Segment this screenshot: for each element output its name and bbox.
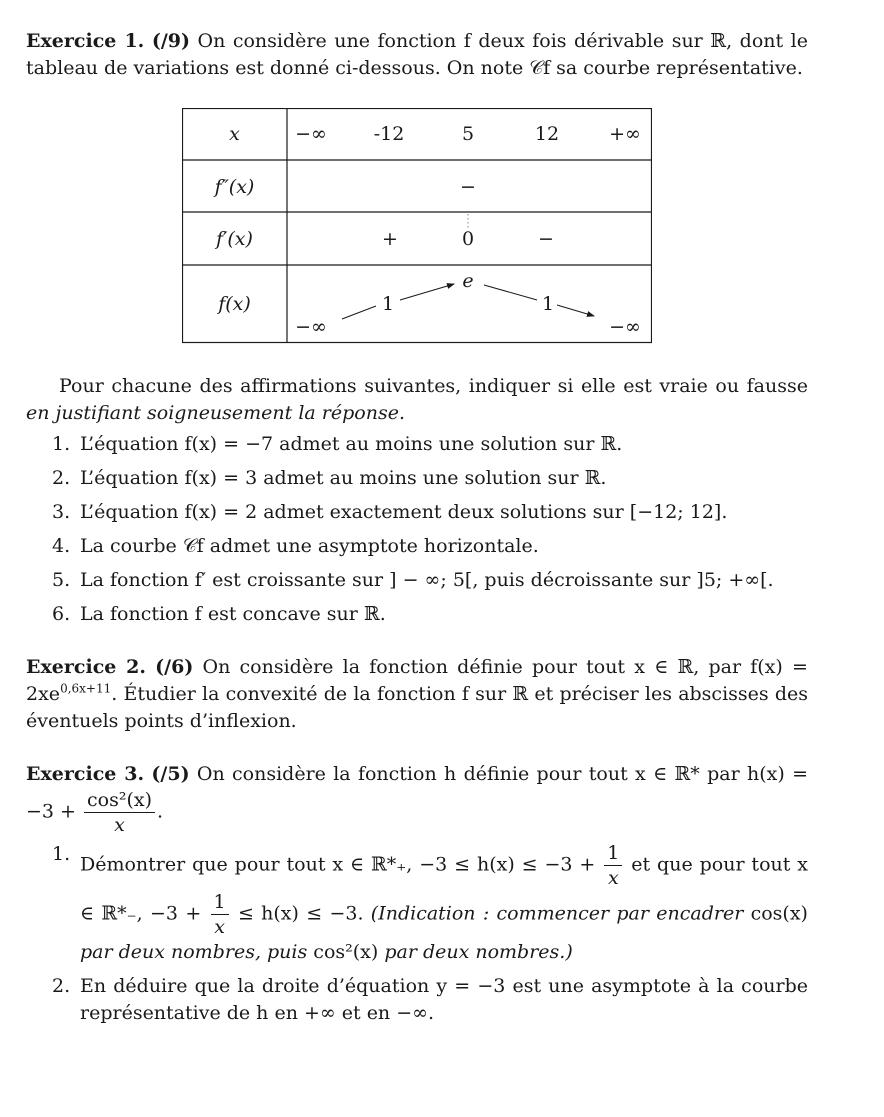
row-label-x: x — [229, 123, 240, 145]
list-item — [26, 567, 808, 594]
f-value-at-minus-12: 1 — [381, 293, 395, 315]
f-left-limit: −∞ — [295, 316, 327, 338]
list-item — [26, 499, 808, 526]
item-number: 4. — [52, 535, 71, 557]
list-item — [26, 431, 808, 458]
exercise-2-points: (/6) — [155, 656, 194, 678]
x-value-minus-infinity: −∞ — [295, 123, 327, 145]
fraction-numerator: 1 — [604, 841, 622, 866]
x-value-5: 5 — [461, 123, 475, 145]
fp-zero: 0 — [461, 228, 475, 250]
row-label-fpp: f″(x) — [214, 176, 255, 198]
item-number: 1. — [52, 433, 71, 455]
exercise-3-questions — [26, 841, 808, 1027]
fp-left-sign: + — [382, 228, 398, 250]
q1-fraction-b — [211, 890, 229, 939]
item-text: La fonction f′ est croissante sur ] − ∞; 5[, puis décroissante sur ]5; +∞[. — [80, 569, 774, 591]
document-page — [26, 28, 808, 1034]
f-decreasing-arrow-right — [557, 305, 594, 316]
fraction-numerator: 1 — [211, 890, 229, 915]
h-definition-prefix: −3 + — [26, 800, 76, 823]
q1-part-b: et que pour tout x ∈ ℝ*₋, −3 + — [80, 853, 809, 925]
item-text: L’équation f(x) = 3 admet au moins une solution sur ℝ. — [80, 467, 607, 489]
row-label-f: f(x) — [218, 293, 251, 315]
item-number: 5. — [52, 569, 71, 591]
x-value-plus-infinity: +∞ — [609, 123, 641, 145]
f-increasing-arrow-left — [342, 306, 376, 319]
item-text: L’équation f(x) = 2 admet exactement deux solutions sur [−12; 12]. — [80, 501, 728, 523]
item-number: 1. — [52, 843, 71, 865]
f-increasing-arrow-right — [400, 284, 454, 300]
exercise-1-statement: On considère une fonction f deux fois dérivable sur ℝ, dont le tableau de variations est donné ci-dessous. On note 𝒞f sa courbe représentative. — [26, 30, 808, 79]
q1-fraction-a — [604, 841, 622, 890]
item-number: 2. — [52, 467, 71, 489]
list-item — [26, 533, 808, 560]
f-value-at-5: e — [462, 270, 474, 292]
fraction-denominator: x — [114, 814, 125, 836]
q1-part-a: Démontrer que pour tout x ∈ ℝ*₊, −3 ≤ h(x) ≤ −3 + — [80, 853, 596, 876]
q2-text: En déduire que la droite d’équation y = −3 est une asymptote à la courbe représentative de h en +∞ et en −∞. — [80, 975, 808, 1024]
exercise-2 — [26, 654, 808, 735]
x-value-minus-12: -12 — [373, 123, 405, 145]
exercise-2-text-before: On considère la fonction définie pour tout x ∈ ℝ, par f(x) = 2xe — [26, 656, 808, 705]
instruction-normal: Pour chacune des affirmations suivantes, indiquer si elle est vraie ou fausse — [59, 375, 808, 397]
exercise-3-points: (/5) — [151, 763, 190, 785]
item-number: 3. — [52, 501, 71, 523]
q1-hint-cos2: cos²(x) — [313, 941, 379, 963]
fraction-denominator: x — [214, 916, 225, 938]
fraction-denominator: x — [607, 867, 619, 889]
exercise-2-title: Exercice 2. — [26, 656, 146, 678]
f-right-limit: −∞ — [609, 316, 641, 338]
exercise-1-statements — [26, 431, 808, 628]
exercise-1-title: Exercice 1. — [26, 30, 145, 52]
item-number: 2. — [52, 975, 71, 997]
fp-right-sign: − — [538, 228, 554, 250]
f-value-at-12: 1 — [541, 293, 555, 315]
q1-hint-a: (Indication : commencer par encadrer — [370, 902, 744, 925]
fraction-numerator: cos²(x) — [84, 788, 155, 813]
exercise-2-text-after: . Étudier la convexité de la fonction f sur ℝ et préciser les abscisses des éventuels points d’inflexion. — [26, 683, 808, 732]
x-value-12: 12 — [534, 123, 560, 145]
exercise-1-points: (/9) — [151, 30, 190, 52]
h-definition-suffix: . — [157, 800, 164, 823]
list-item — [26, 601, 808, 628]
q1-part-c: ≤ h(x) ≤ −3. — [237, 902, 364, 925]
exercise-1-instruction — [26, 373, 808, 427]
exercise-3-intro — [26, 761, 808, 837]
q1-hint-b: par deux nombres, puis — [80, 941, 308, 963]
list-item — [26, 841, 808, 966]
list-item — [26, 465, 808, 492]
item-text: La fonction f est concave sur ℝ. — [80, 603, 386, 625]
variation-table — [182, 108, 652, 344]
exercise-2-exponent: 0,6x+11 — [60, 681, 112, 696]
exercise-1-intro — [26, 28, 808, 82]
item-text: La courbe 𝒞f admet une asymptote horizontale. — [80, 535, 539, 557]
item-number: 6. — [52, 603, 71, 625]
exercise-3-title: Exercice 3. — [26, 763, 145, 785]
q1-hint-c: par deux nombres.) — [384, 941, 573, 963]
row-label-fp: f′(x) — [216, 228, 253, 250]
fpp-sign: − — [460, 176, 476, 198]
exercise-3-statement: On considère la fonction h définie pour tout x ∈ ℝ* par h(x) = — [196, 763, 808, 785]
h-definition-fraction — [84, 788, 155, 837]
instruction-italic: en justifiant soigneusement la réponse. — [26, 402, 405, 424]
f-decreasing-arrow-left — [484, 285, 537, 300]
q1-hint-cos: cos(x) — [750, 902, 808, 925]
item-text: L’équation f(x) = −7 admet au moins une solution sur ℝ. — [80, 433, 623, 455]
list-item — [26, 973, 808, 1027]
